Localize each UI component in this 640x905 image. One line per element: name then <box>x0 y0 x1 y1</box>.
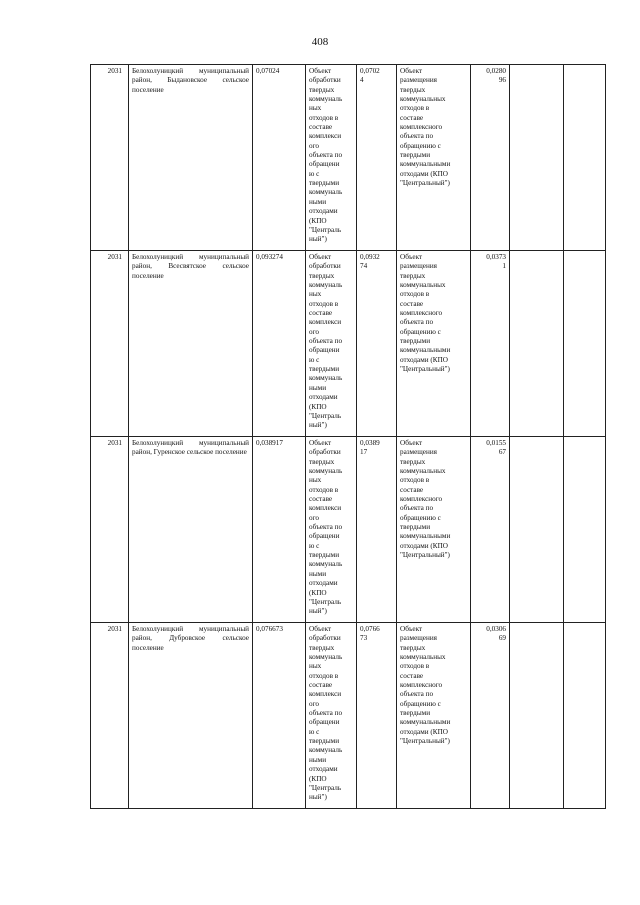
object2-cell-line: комплексного <box>400 681 443 690</box>
value3-cell <box>471 437 510 623</box>
object1-cell-line: составе <box>309 495 333 504</box>
object1-cell-line: (КПО <box>309 216 327 225</box>
area-cell <box>129 65 253 251</box>
object1-cell-line: ных <box>309 476 322 485</box>
object1-cell-line: ого <box>309 141 319 150</box>
value2-cell-line: 4 <box>360 76 364 85</box>
object2-cell-line: "Центральный") <box>400 737 450 746</box>
object2-cell-line: обращению с <box>400 327 441 336</box>
object2-cell-line: Объект <box>400 625 423 633</box>
object2-cell-line: отходов в <box>400 290 430 299</box>
value3-cell <box>471 251 510 437</box>
object2-cell <box>397 251 471 437</box>
object1-cell-line: твердых <box>309 85 335 94</box>
object1-cell-line: твердыми <box>309 737 340 746</box>
object1-cell-line: ных <box>309 662 322 671</box>
object1-cell-line: коммуналь <box>309 653 343 662</box>
object2-cell-line: "Центральный") <box>400 365 450 374</box>
object2-cell-line: отходами (КПО <box>400 355 448 364</box>
object1-cell-line: комплекси <box>309 690 342 699</box>
object1-cell-line: коммуналь <box>309 374 343 383</box>
object1-cell-line: Объект <box>309 439 332 447</box>
object1-cell-line: обработки <box>309 262 341 271</box>
year-cell: 2031 <box>91 65 129 251</box>
object2-cell-line: отходами (КПО <box>400 727 448 736</box>
empty-cell <box>564 437 606 623</box>
value2-cell <box>357 623 397 809</box>
object1-cell-line: (КПО <box>309 774 327 783</box>
object2-cell <box>397 623 471 809</box>
object1-cell-line: Объект <box>309 67 332 75</box>
object1-cell <box>306 437 357 623</box>
object2-cell-line: объекта по <box>400 132 434 141</box>
table-row <box>91 623 606 809</box>
area-cell-line: Белохолуницкий муниципальный район, Быдановское сельское поселение <box>132 67 249 94</box>
empty-cell <box>510 623 564 809</box>
object1-cell-line: коммуналь <box>309 281 343 290</box>
object1-cell-line: ными <box>309 755 327 764</box>
page-number: 408 <box>311 36 329 48</box>
empty-cell <box>564 623 606 809</box>
object1-cell-line: обработки <box>309 76 341 85</box>
object2-cell-line: обращению с <box>400 513 441 522</box>
object2-cell-line: Объект <box>400 253 423 261</box>
object2-cell-line: составе <box>400 299 424 308</box>
object1-cell-line: отходов в <box>309 113 339 122</box>
object1-cell-line: ого <box>309 327 319 336</box>
object1-cell <box>306 623 357 809</box>
object2-cell-line: твердыми <box>400 151 431 160</box>
object1-cell-line: ю с <box>309 541 320 550</box>
object2-cell-line: коммунальных <box>400 281 446 290</box>
object1-cell-line: отходами <box>309 579 338 588</box>
object2-cell-line: составе <box>400 113 424 122</box>
object2-cell-line: "Центральный") <box>400 551 450 560</box>
object2-cell-line: размещения <box>400 76 437 85</box>
object1-cell-line: ю с <box>309 355 320 364</box>
object1-cell-line: отходами <box>309 393 338 402</box>
area-cell-line: Белохолуницкий муниципальный район, Гуренское сельское поселение <box>132 439 249 457</box>
object1-cell-line: "Централь <box>309 597 342 606</box>
object1-cell-line: коммуналь <box>309 188 343 197</box>
area-cell <box>129 251 253 437</box>
object2-cell-line: комплексного <box>400 495 443 504</box>
value2-cell-line: 17 <box>360 448 368 457</box>
object2-cell-line: Объект <box>400 439 423 447</box>
object2-cell-line: коммунальных <box>400 95 446 104</box>
object1-cell-line: ю с <box>309 169 320 178</box>
object2-cell-line: размещения <box>400 634 437 643</box>
object1-cell-line: коммуналь <box>309 467 343 476</box>
value3-cell-line: 69 <box>498 634 506 643</box>
object1-cell-line: отходов в <box>309 671 339 680</box>
object2-cell-line: объекта по <box>400 318 434 327</box>
object1-cell-line: ого <box>309 513 319 522</box>
object1-cell-line: ный") <box>309 793 327 802</box>
object1-cell-line: ого <box>309 699 319 708</box>
value3-cell <box>471 65 510 251</box>
value3-cell-line: 0,0280 <box>486 67 506 75</box>
object1-cell-line: коммуналь <box>309 95 343 104</box>
object1-cell-line: коммуналь <box>309 560 343 569</box>
value-cell: 0,093274 <box>253 251 306 437</box>
area-cell-line: Белохолуницкий муниципальный район, Дубровское сельское поселение <box>132 625 249 652</box>
value3-cell-line: 0,0155 <box>486 439 506 447</box>
object1-cell-line: отходами <box>309 765 338 774</box>
object1-cell-line: отходами <box>309 207 338 216</box>
object1-cell-line: обращени <box>309 718 340 727</box>
object1-cell-line: твердых <box>309 457 335 466</box>
object1-cell <box>306 65 357 251</box>
object1-cell-line: твердыми <box>309 551 340 560</box>
value3-cell-line: 96 <box>498 76 506 85</box>
object2-cell-line: размещения <box>400 262 437 271</box>
empty-cell <box>510 251 564 437</box>
value-cell: 0,038917 <box>253 437 306 623</box>
object2-cell-line: Объект <box>400 67 423 75</box>
empty-cell <box>564 65 606 251</box>
object1-cell-line: обращени <box>309 532 340 541</box>
object1-cell-line: объекта по <box>309 523 343 532</box>
object1-cell-line: обращени <box>309 346 340 355</box>
object2-cell-line: отходов в <box>400 662 430 671</box>
empty-cell <box>510 437 564 623</box>
object1-cell-line: составе <box>309 309 333 318</box>
object1-cell-line: Объект <box>309 625 332 633</box>
object1-cell-line: комплекси <box>309 504 342 513</box>
object2-cell-line: отходами (КПО <box>400 541 448 550</box>
area-cell <box>129 623 253 809</box>
value2-cell-line: 74 <box>360 262 368 271</box>
object2-cell-line: объекта по <box>400 504 434 513</box>
year-cell: 2031 <box>91 251 129 437</box>
area-cell-line: Белохолуницкий муниципальный район, Всесвятское сельское поселение <box>132 253 249 280</box>
object2-cell-line: отходов в <box>400 476 430 485</box>
table-row <box>91 437 606 623</box>
object1-cell-line: (КПО <box>309 588 327 597</box>
object1-cell-line: составе <box>309 123 333 132</box>
object2-cell-line: твердых <box>400 643 426 652</box>
object1-cell-line: "Централь <box>309 783 342 792</box>
object2-cell-line: коммунальных <box>400 467 446 476</box>
value2-cell-line: 0,0702 <box>360 67 380 75</box>
object2-cell-line: объекта по <box>400 690 434 699</box>
object1-cell-line: ный") <box>309 607 327 616</box>
value-cell: 0,07024 <box>253 65 306 251</box>
empty-cell <box>564 251 606 437</box>
value3-cell-line: 0,0306 <box>486 625 506 633</box>
waste-table <box>90 64 606 809</box>
object1-cell-line: отходов в <box>309 299 339 308</box>
object1-cell-line: твердых <box>309 271 335 280</box>
value2-cell-line: 0,0389 <box>360 439 380 447</box>
table-row <box>91 251 606 437</box>
object1-cell-line: объекта по <box>309 151 343 160</box>
object2-cell-line: размещения <box>400 448 437 457</box>
object1-cell-line: отходов в <box>309 485 339 494</box>
object1-cell-line: твердых <box>309 643 335 652</box>
object1-cell-line: объекта по <box>309 337 343 346</box>
object2-cell-line: твердых <box>400 85 426 94</box>
empty-cell <box>510 65 564 251</box>
value3-cell <box>471 623 510 809</box>
object2-cell <box>397 437 471 623</box>
object2-cell-line: коммунальными <box>400 160 451 169</box>
object1-cell-line: обращени <box>309 160 340 169</box>
object1-cell-line: ными <box>309 197 327 206</box>
object2-cell-line: составе <box>400 485 424 494</box>
object2-cell-line: коммунальных <box>400 653 446 662</box>
object1-cell-line: ными <box>309 383 327 392</box>
year-cell: 2031 <box>91 623 129 809</box>
object2-cell-line: коммунальными <box>400 532 451 541</box>
object2-cell-line: твердыми <box>400 337 431 346</box>
object1-cell-line: ных <box>309 290 322 299</box>
object2-cell-line: твердыми <box>400 709 431 718</box>
object1-cell-line: "Централь <box>309 225 342 234</box>
object2-cell-line: комплексного <box>400 123 443 132</box>
object2-cell-line: отходов в <box>400 104 430 113</box>
object1-cell-line: объекта по <box>309 709 343 718</box>
object1-cell-line: Объект <box>309 253 332 261</box>
object1-cell-line: ный") <box>309 421 327 430</box>
object2-cell-line: обращению с <box>400 141 441 150</box>
value2-cell-line: 0,0932 <box>360 253 380 261</box>
object2-cell-line: коммунальными <box>400 346 451 355</box>
object2-cell-line: обращению с <box>400 699 441 708</box>
object1-cell <box>306 251 357 437</box>
object1-cell-line: "Централь <box>309 411 342 420</box>
object2-cell-line: комплексного <box>400 309 443 318</box>
object1-cell-line: комплекси <box>309 132 342 141</box>
object2-cell-line: коммунальными <box>400 718 451 727</box>
object2-cell-line: твердых <box>400 457 426 466</box>
value3-cell-line: 1 <box>502 262 506 271</box>
object1-cell-line: обработки <box>309 634 341 643</box>
value2-cell-line: 73 <box>360 634 368 643</box>
area-cell <box>129 437 253 623</box>
object1-cell-line: составе <box>309 681 333 690</box>
value2-cell-line: 0,0766 <box>360 625 380 633</box>
value-cell: 0,076673 <box>253 623 306 809</box>
value3-cell-line: 67 <box>498 448 506 457</box>
object1-cell-line: ных <box>309 104 322 113</box>
object2-cell-line: отходами (КПО <box>400 169 448 178</box>
object1-cell-line: твердыми <box>309 179 340 188</box>
object1-cell-line: обработки <box>309 448 341 457</box>
object2-cell-line: "Центральный") <box>400 179 450 188</box>
value3-cell-line: 0,0373 <box>486 253 506 261</box>
year-cell: 2031 <box>91 437 129 623</box>
object1-cell-line: комплекси <box>309 318 342 327</box>
object1-cell-line: ный") <box>309 235 327 244</box>
object1-cell-line: твердыми <box>309 365 340 374</box>
object2-cell-line: составе <box>400 671 424 680</box>
object1-cell-line: ными <box>309 569 327 578</box>
object1-cell-line: (КПО <box>309 402 327 411</box>
object1-cell-line: ю с <box>309 727 320 736</box>
value2-cell <box>357 65 397 251</box>
object2-cell-line: твердых <box>400 271 426 280</box>
object2-cell <box>397 65 471 251</box>
object2-cell-line: твердыми <box>400 523 431 532</box>
value2-cell <box>357 251 397 437</box>
value2-cell <box>357 437 397 623</box>
object1-cell-line: коммуналь <box>309 746 343 755</box>
table-row <box>91 65 606 251</box>
